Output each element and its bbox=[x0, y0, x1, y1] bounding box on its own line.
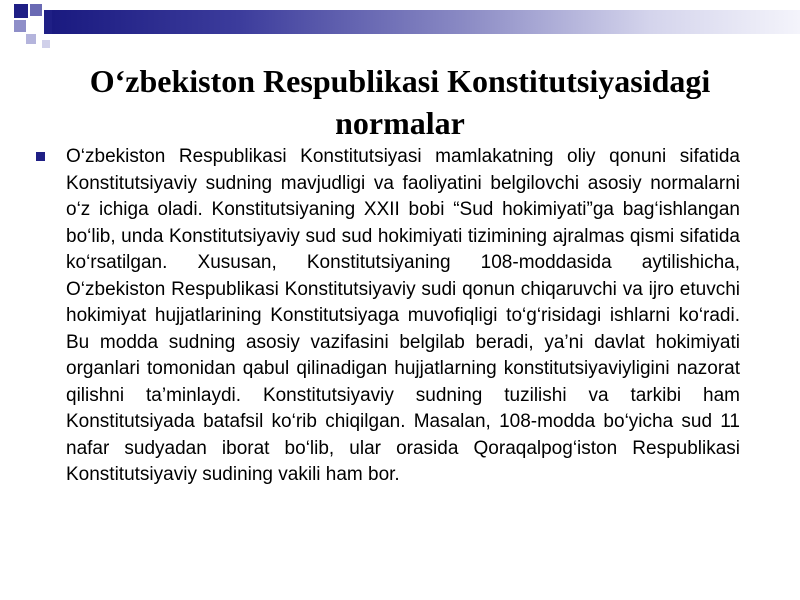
square-bullet-icon bbox=[36, 152, 45, 161]
header-gradient-band bbox=[52, 10, 800, 34]
decor-square bbox=[14, 20, 26, 32]
bullet-paragraph: O‘zbekiston Respublikasi Konstitutsiyasi mamlakatning oliy qonuni sifatida Konstitutsiyaviy sudning mavjudligi va faoliyatini belgilovchi asosiy normalarni o‘z ichiga oladi. Konstitutsiyaning XXII bobi “Sud hokimiyati”ga bag‘ishlangan bo‘lib, unda Konstitutsiyaviy sud sud hokimiyati tizimining ajralmas qismi sifatida ko‘rsatilgan. Xususan, Konstitutsiyaning 108-moddasida aytilishicha, O‘zbekiston Respublikasi Konstitutsiyaviy sudi qonun chiqaruvchi va ijro etuvchi hokimiyat hujjatlarining Konstitutsiyaga muvofiqligi to‘g‘risidagi ishlarni ko‘radi. Bu modda sudning asosiy vazifasini belgilab beradi, ya’ni davlat hokimiyati organlari tomonidan qabul qilinadigan hujjatlarning konstitutsiyaviyligini nazorat qilishni ta’minlaydi. Konstitutsiyaviy sudning tuzilishi va tarkibi ham Konstitutsiyada batafsil ko‘rib chiqilgan. Masalan, 108-modda bo‘yicha sud 11 nafar sudyadan iborat bo‘lib, ular orasida Qoraqalpog‘iston Respublikasi Konstitutsiyaviy sudining vakili ham bor. bbox=[66, 146, 740, 485]
decor-square bbox=[44, 10, 52, 34]
decor-square bbox=[26, 34, 36, 44]
decor-square bbox=[14, 4, 28, 18]
decor-square bbox=[42, 40, 50, 48]
header-decoration bbox=[0, 0, 800, 36]
slide-title: O‘zbekiston Respublikasi Konstitutsiyasidagi normalar bbox=[89, 63, 711, 141]
decor-square bbox=[30, 4, 42, 16]
